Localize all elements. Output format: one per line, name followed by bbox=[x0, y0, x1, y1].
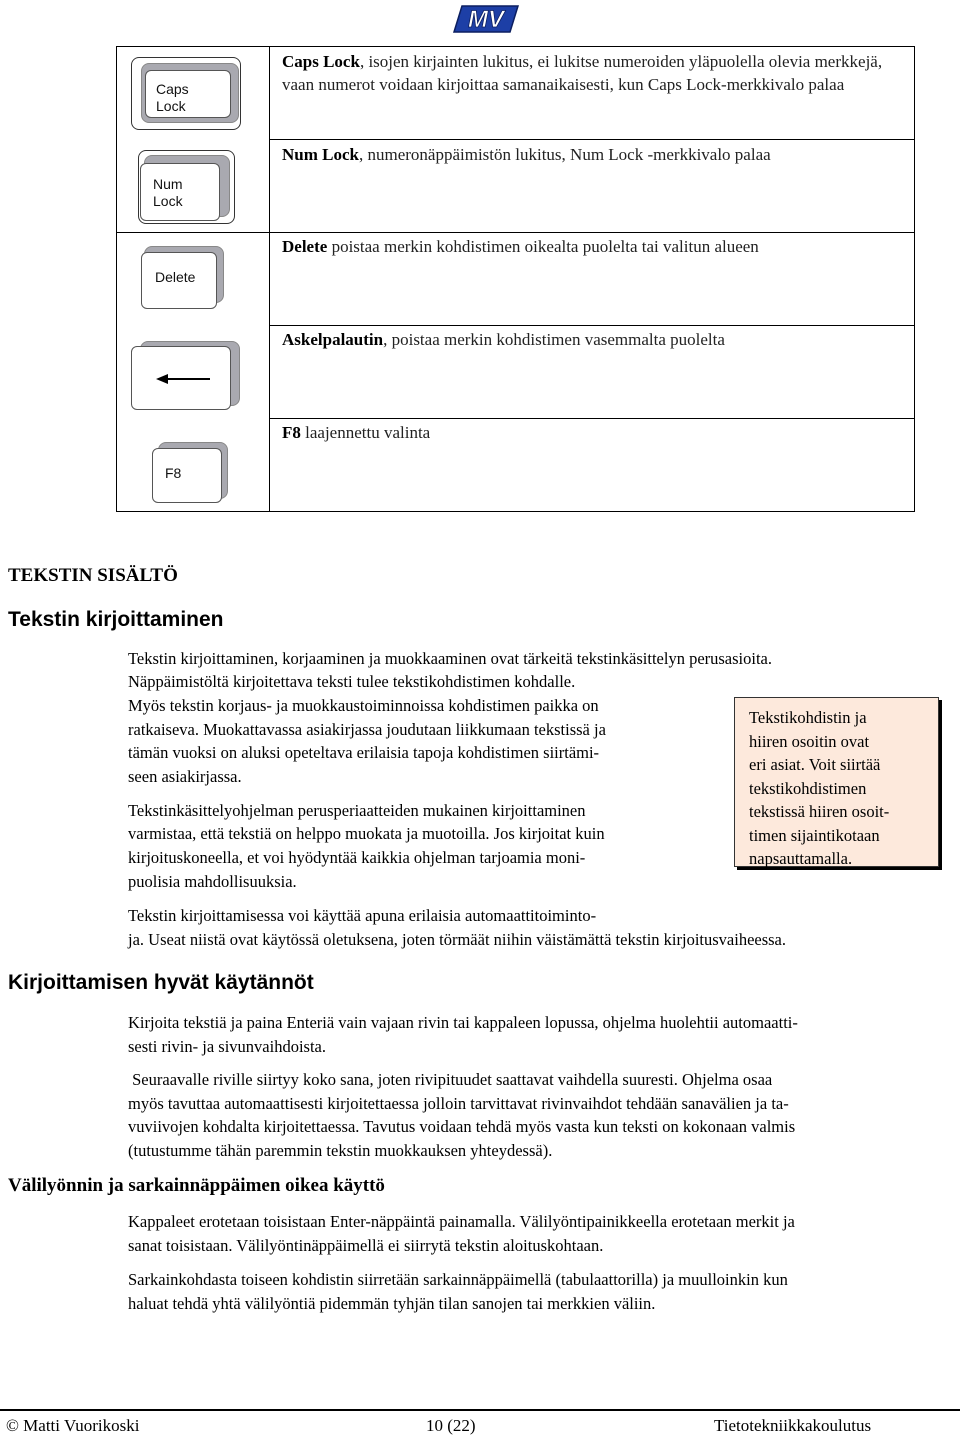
table-divider bbox=[270, 325, 915, 326]
logo-text: MV bbox=[468, 6, 504, 33]
paragraph-line: vuviivojen kohdalta kirjoitettaessa. Tavutus voidaan tehdä myös vasta kun teksti on kokonaan valmis bbox=[128, 1117, 796, 1136]
paragraph-line: tämän vuoksi on aluksi opeteltava erilaisia tapoja kohdistimen siirtämi- bbox=[128, 743, 600, 762]
paragraph-line: myös tavuttaa automaattisesti kirjoitettaessa jolloin tarvittavat rivinvaihdot tehdään sanavälien ja ta- bbox=[128, 1094, 789, 1113]
paragraph-line: Tekstin kirjoittamisessa voi käyttää apuna erilaisia automaattitoiminto- bbox=[128, 906, 597, 925]
paragraph-line: sanat toisistaan. Välilyöntinäppäimellä ei siirrytä tekstin aloituskohtaan. bbox=[128, 1236, 604, 1255]
delete-key-cap: Delete bbox=[141, 252, 217, 309]
cursor-note-box bbox=[734, 697, 939, 867]
backspace-text: , poistaa merkin kohdistimen vasemmalta puolelta bbox=[383, 330, 725, 349]
footer-page-number: 10 (22) bbox=[426, 1416, 476, 1435]
paragraph-line: (tutustumme tähän paremmin tekstin muokkauksen yhteydessä). bbox=[128, 1141, 553, 1160]
section-title: TEKSTIN SISÄLTÖ bbox=[8, 565, 178, 586]
backspace-term: Askelpalautin bbox=[282, 330, 384, 349]
f8-description bbox=[282, 421, 902, 444]
footer-rule bbox=[0, 1409, 960, 1411]
note-line: Tekstikohdistin ja bbox=[749, 708, 867, 727]
backspace-description bbox=[282, 328, 902, 351]
paragraph-line: haluat tehdä yhtä välilyöntiä pidemmän tyhjän tilan sanojen tai merkkien väliin. bbox=[128, 1294, 656, 1313]
heading-valilyonti-sarkain: Välilyönnin ja sarkainnäppäimen oikea käyttö bbox=[8, 1175, 385, 1196]
paragraph-line: Sarkainkohdasta toiseen kohdistin siirretään sarkainnäppäimellä (tabulaattorilla) ja muulloinkin kun bbox=[128, 1270, 788, 1289]
caps-lock-description bbox=[282, 50, 902, 96]
note-line: tekstikohdistimen bbox=[749, 778, 867, 798]
num-lock-key-cap: Num Lock bbox=[140, 163, 220, 221]
paragraph-line: Kirjoita tekstiä ja paina Enteriä vain vajaan rivin tai kappaleen lopussa, ohjelma huolehtii automaatti- bbox=[128, 1013, 798, 1032]
note-line: hiiren osoitin ovat bbox=[749, 731, 870, 751]
backspace-key-cap bbox=[131, 346, 231, 410]
delete-description bbox=[282, 235, 902, 258]
delete-text: poistaa merkin kohdistimen oikealta puolelta tai valitun alueen bbox=[327, 237, 759, 256]
footer-course: Tietotekniikkakoulutus bbox=[714, 1416, 872, 1435]
paragraph-line: puolisia mahdollisuuksia. bbox=[128, 872, 297, 891]
f8-term: F8 bbox=[282, 423, 301, 442]
caps-lock-text: , isojen kirjainten lukitus, ei lukitse numeroiden yläpuolella olevia merkkejä, vaan numerot voidaan kirjoittaa samanaikaisesti, kun Caps Lock-merkkivalo palaa bbox=[282, 52, 883, 94]
f8-text: laajennettu valinta bbox=[300, 423, 431, 442]
note-line: timen sijaintikotaan bbox=[749, 825, 880, 845]
num-lock-term: Num Lock bbox=[282, 145, 359, 164]
table-divider bbox=[270, 232, 915, 233]
paragraph-line: kirjoituskoneella, et voi hyödyntää kaikkia ohjelman tarjoamia moni- bbox=[128, 848, 586, 867]
caps-lock-term: Caps Lock bbox=[282, 52, 360, 71]
num-lock-text: , numeronäppäimistön lukitus, Num Lock -merkkivalo palaa bbox=[358, 145, 771, 164]
note-line: tekstissä hiiren osoit- bbox=[749, 802, 890, 821]
paragraph-line: Näppäimistöltä kirjoitettava teksti tulee tekstikohdistimen kohdalle. bbox=[128, 672, 576, 691]
note-line: napsauttamalla. bbox=[749, 849, 853, 868]
paragraph-line: Myös tekstin korjaus- ja muokkaustoiminnoissa kohdistimen paikka on bbox=[128, 696, 599, 715]
table-divider bbox=[270, 139, 915, 140]
note-line: eri asiat. Voit siirtää bbox=[749, 755, 881, 774]
f8-key-cap: F8 bbox=[152, 448, 222, 503]
delete-term: Delete bbox=[282, 237, 328, 256]
caps-lock-key-cap: Caps Lock bbox=[145, 70, 231, 118]
paragraph-line: Tekstinkäsittelyohjelman perusperiaatteiden mukainen kirjoittaminen bbox=[128, 801, 586, 820]
paragraph-line: Tekstin kirjoittaminen, korjaaminen ja muokkaaminen ovat tärkeitä tekstinkäsittelyn perusasioita. bbox=[128, 649, 773, 668]
heading-kirjoittamisen-kaytannot: Kirjoittamisen hyvät käytännöt bbox=[8, 971, 314, 994]
paragraph-line: ja. Useat niistä ovat käytössä oletuksena, joten törmäät niihin väistämättä tekstin kirjoitusvaiheessa. bbox=[128, 930, 787, 949]
paragraph-line: ratkaiseva. Muokattavassa asiakirjassa joudutaan liikkumaan tekstissä ja bbox=[128, 720, 606, 739]
paragraph-line: sesti rivin- ja sivunvaihdoista. bbox=[128, 1037, 326, 1056]
footer-author: © Matti Vuorikoski bbox=[6, 1416, 140, 1435]
table-divider bbox=[270, 418, 915, 419]
mv-logo bbox=[452, 4, 520, 34]
table-divider bbox=[116, 232, 270, 233]
paragraph-line: seen asiakirjassa. bbox=[128, 767, 242, 786]
paragraph-line: Kappaleet erotetaan toisistaan Enter-näppäintä painamalla. Välilyöntipainikkeella erotetaan merkit ja bbox=[128, 1212, 795, 1231]
num-lock-description bbox=[282, 143, 902, 166]
backspace-arrow-icon bbox=[132, 347, 232, 411]
heading-tekstin-kirjoittaminen: Tekstin kirjoittaminen bbox=[8, 608, 224, 631]
paragraph-line: varmistaa, että tekstiä on helppo muokata ja muotoilla. Jos kirjoitat kuin bbox=[128, 824, 605, 843]
paragraph-line: Seuraavalle riville siirtyy koko sana, joten rivipituudet saattavat vaihdella suuresti. Ohjelma osaa bbox=[128, 1070, 773, 1089]
